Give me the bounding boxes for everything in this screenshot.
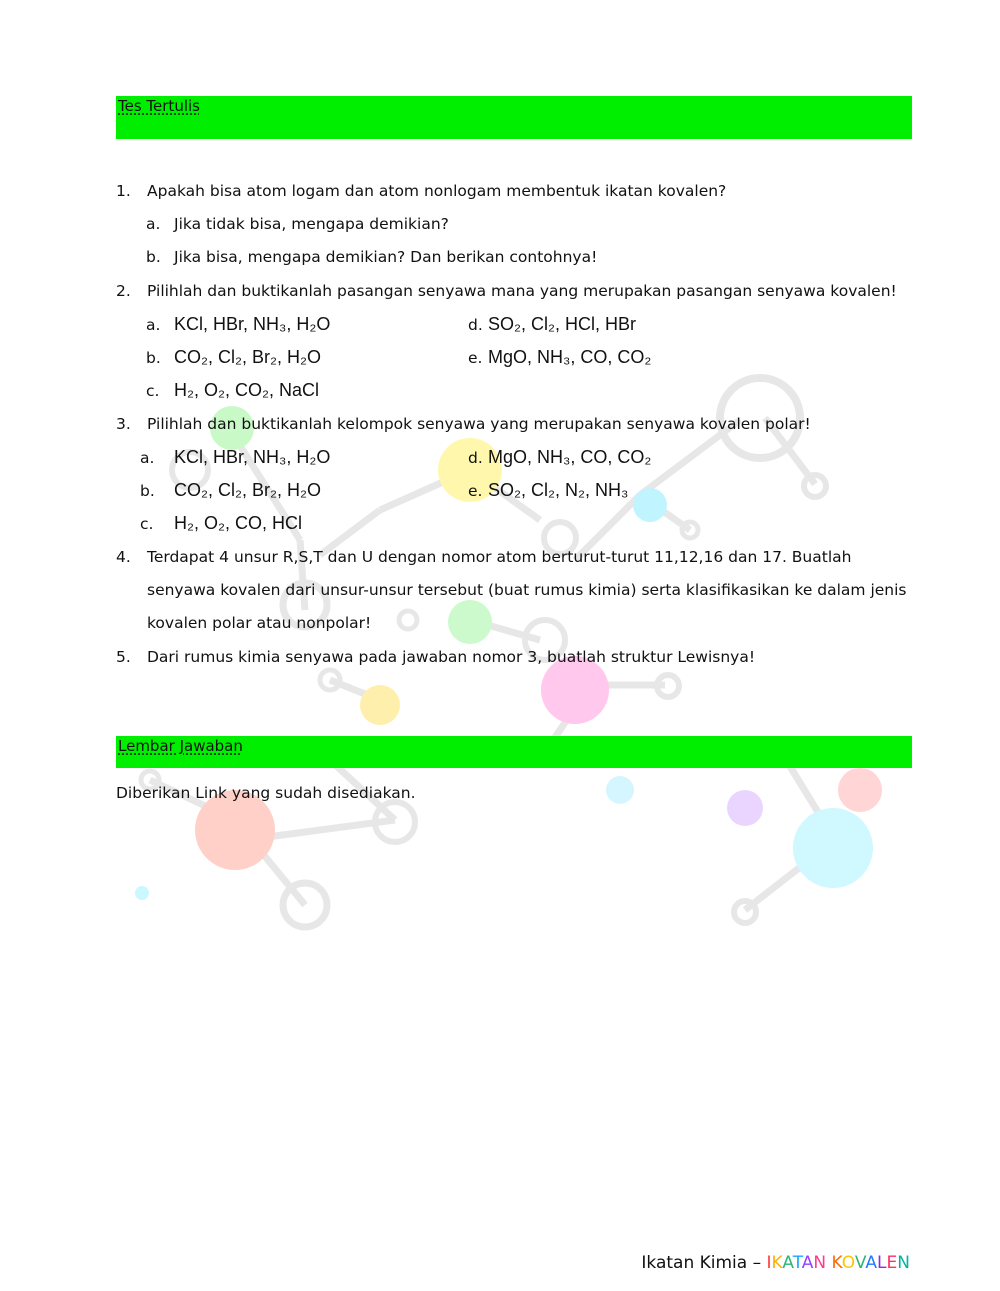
question-3-option-d	[468, 441, 651, 475]
question-1-sub-a	[146, 208, 449, 241]
question-1-sub-b	[146, 241, 597, 274]
question-number: 1.	[116, 182, 131, 200]
question-text: Apakah bisa atom logam dan atom nonlogam membentuk ikatan kovalen?	[147, 182, 727, 200]
question-3-option-a	[140, 441, 330, 475]
option-formula: H₂, O₂, CO₂, NaCl	[174, 380, 319, 400]
section-title: Lembar Jawaban	[118, 737, 243, 755]
question-text: Pilihlah dan buktikanlah kelompok senyawa yang merupakan senyawa kovalen polar!	[147, 415, 811, 433]
question-2-option-c	[146, 374, 319, 408]
option-formula: H₂, O₂, CO, HCl	[174, 513, 302, 533]
footer-letter: K	[831, 1253, 842, 1273]
question-2-option-d	[468, 308, 636, 342]
footer-title-colored	[767, 1253, 910, 1273]
footer-prefix: Ikatan Kimia –	[641, 1253, 767, 1273]
option-formula: KCl, HBr, NH₃, H₂O	[174, 447, 331, 467]
page-footer	[641, 1253, 910, 1273]
question-number: 3.	[116, 415, 131, 433]
question-3-option-c	[140, 507, 302, 541]
option-formula: MgO, NH₃, CO, CO₂	[488, 347, 652, 367]
option-formula: SO₂, Cl₂, N₂, NH₃	[488, 480, 629, 500]
option-label: a.	[140, 449, 155, 467]
option-formula: SO₂, Cl₂, HCl, HBr	[488, 314, 636, 334]
footer-letter: I	[766, 1253, 772, 1273]
question-2-option-a	[146, 308, 330, 342]
footer-letter: A	[801, 1253, 814, 1273]
section-header-tes-tertulis	[116, 96, 912, 139]
option-formula: MgO, NH₃, CO, CO₂	[488, 447, 652, 467]
section-title: Tes Tertulis	[118, 97, 200, 115]
question-number: 2.	[116, 282, 131, 300]
question-2-option-b	[146, 341, 321, 375]
question-text-line-2: senyawa kovalen dari unsur-unsur tersebut (buat rumus kimia) serta klasifikasikan ke dalam jenis	[147, 581, 907, 599]
footer-letter: E	[886, 1253, 898, 1273]
footer-letter: L	[877, 1253, 887, 1273]
option-formula: KCl, HBr, NH₃, H₂O	[174, 314, 331, 334]
question-text-line-1: Terdapat 4 unsur R,S,T dan U dengan nomor atom berturut-turut 11,12,16 dan 17. Buatlah	[147, 548, 852, 566]
question-2-option-e	[468, 341, 651, 375]
sub-text: Jika tidak bisa, mengapa demikian?	[174, 215, 449, 233]
option-label: d.	[468, 449, 483, 467]
option-label: b.	[146, 349, 161, 367]
option-label: e.	[468, 349, 483, 367]
sub-text: Jika bisa, mengapa demikian? Dan berikan contohnya!	[174, 248, 598, 266]
option-label: e.	[468, 482, 483, 500]
option-label: b.	[140, 482, 155, 500]
footer-letter: A	[782, 1253, 793, 1273]
option-formula: CO₂, Cl₂, Br₂, H₂O	[174, 480, 321, 500]
section-header-lembar-jawaban	[116, 736, 912, 768]
question-3-option-e	[468, 474, 628, 508]
sub-label: a.	[146, 215, 161, 233]
footer-letter: N	[813, 1253, 827, 1273]
option-label: c.	[140, 515, 154, 533]
footer-letter: T	[792, 1253, 802, 1273]
option-label: a.	[146, 316, 161, 334]
sub-label: b.	[146, 248, 161, 266]
option-label: c.	[146, 382, 160, 400]
option-formula: CO₂, Cl₂, Br₂, H₂O	[174, 347, 321, 367]
footer-letter: O	[841, 1253, 855, 1273]
question-3-option-b	[140, 474, 321, 508]
footer-letter: K	[771, 1253, 783, 1273]
footer-letter: A	[865, 1253, 878, 1273]
question-text: Dari rumus kimia senyawa pada jawaban nomor 3, buatlah struktur Lewisnya!	[147, 648, 756, 666]
question-text: Pilihlah dan buktikanlah pasangan senyawa mana yang merupakan pasangan senyawa kovalen!	[147, 282, 897, 300]
question-number: 5.	[116, 648, 131, 666]
footer-letter: V	[854, 1253, 866, 1273]
answer-note: Diberikan Link yang sudah disediakan.	[116, 784, 416, 802]
footer-letter: N	[897, 1253, 910, 1273]
question-text-line-3: kovalen polar atau nonpolar!	[147, 614, 372, 632]
option-label: d.	[468, 316, 483, 334]
question-number: 4.	[116, 548, 131, 566]
